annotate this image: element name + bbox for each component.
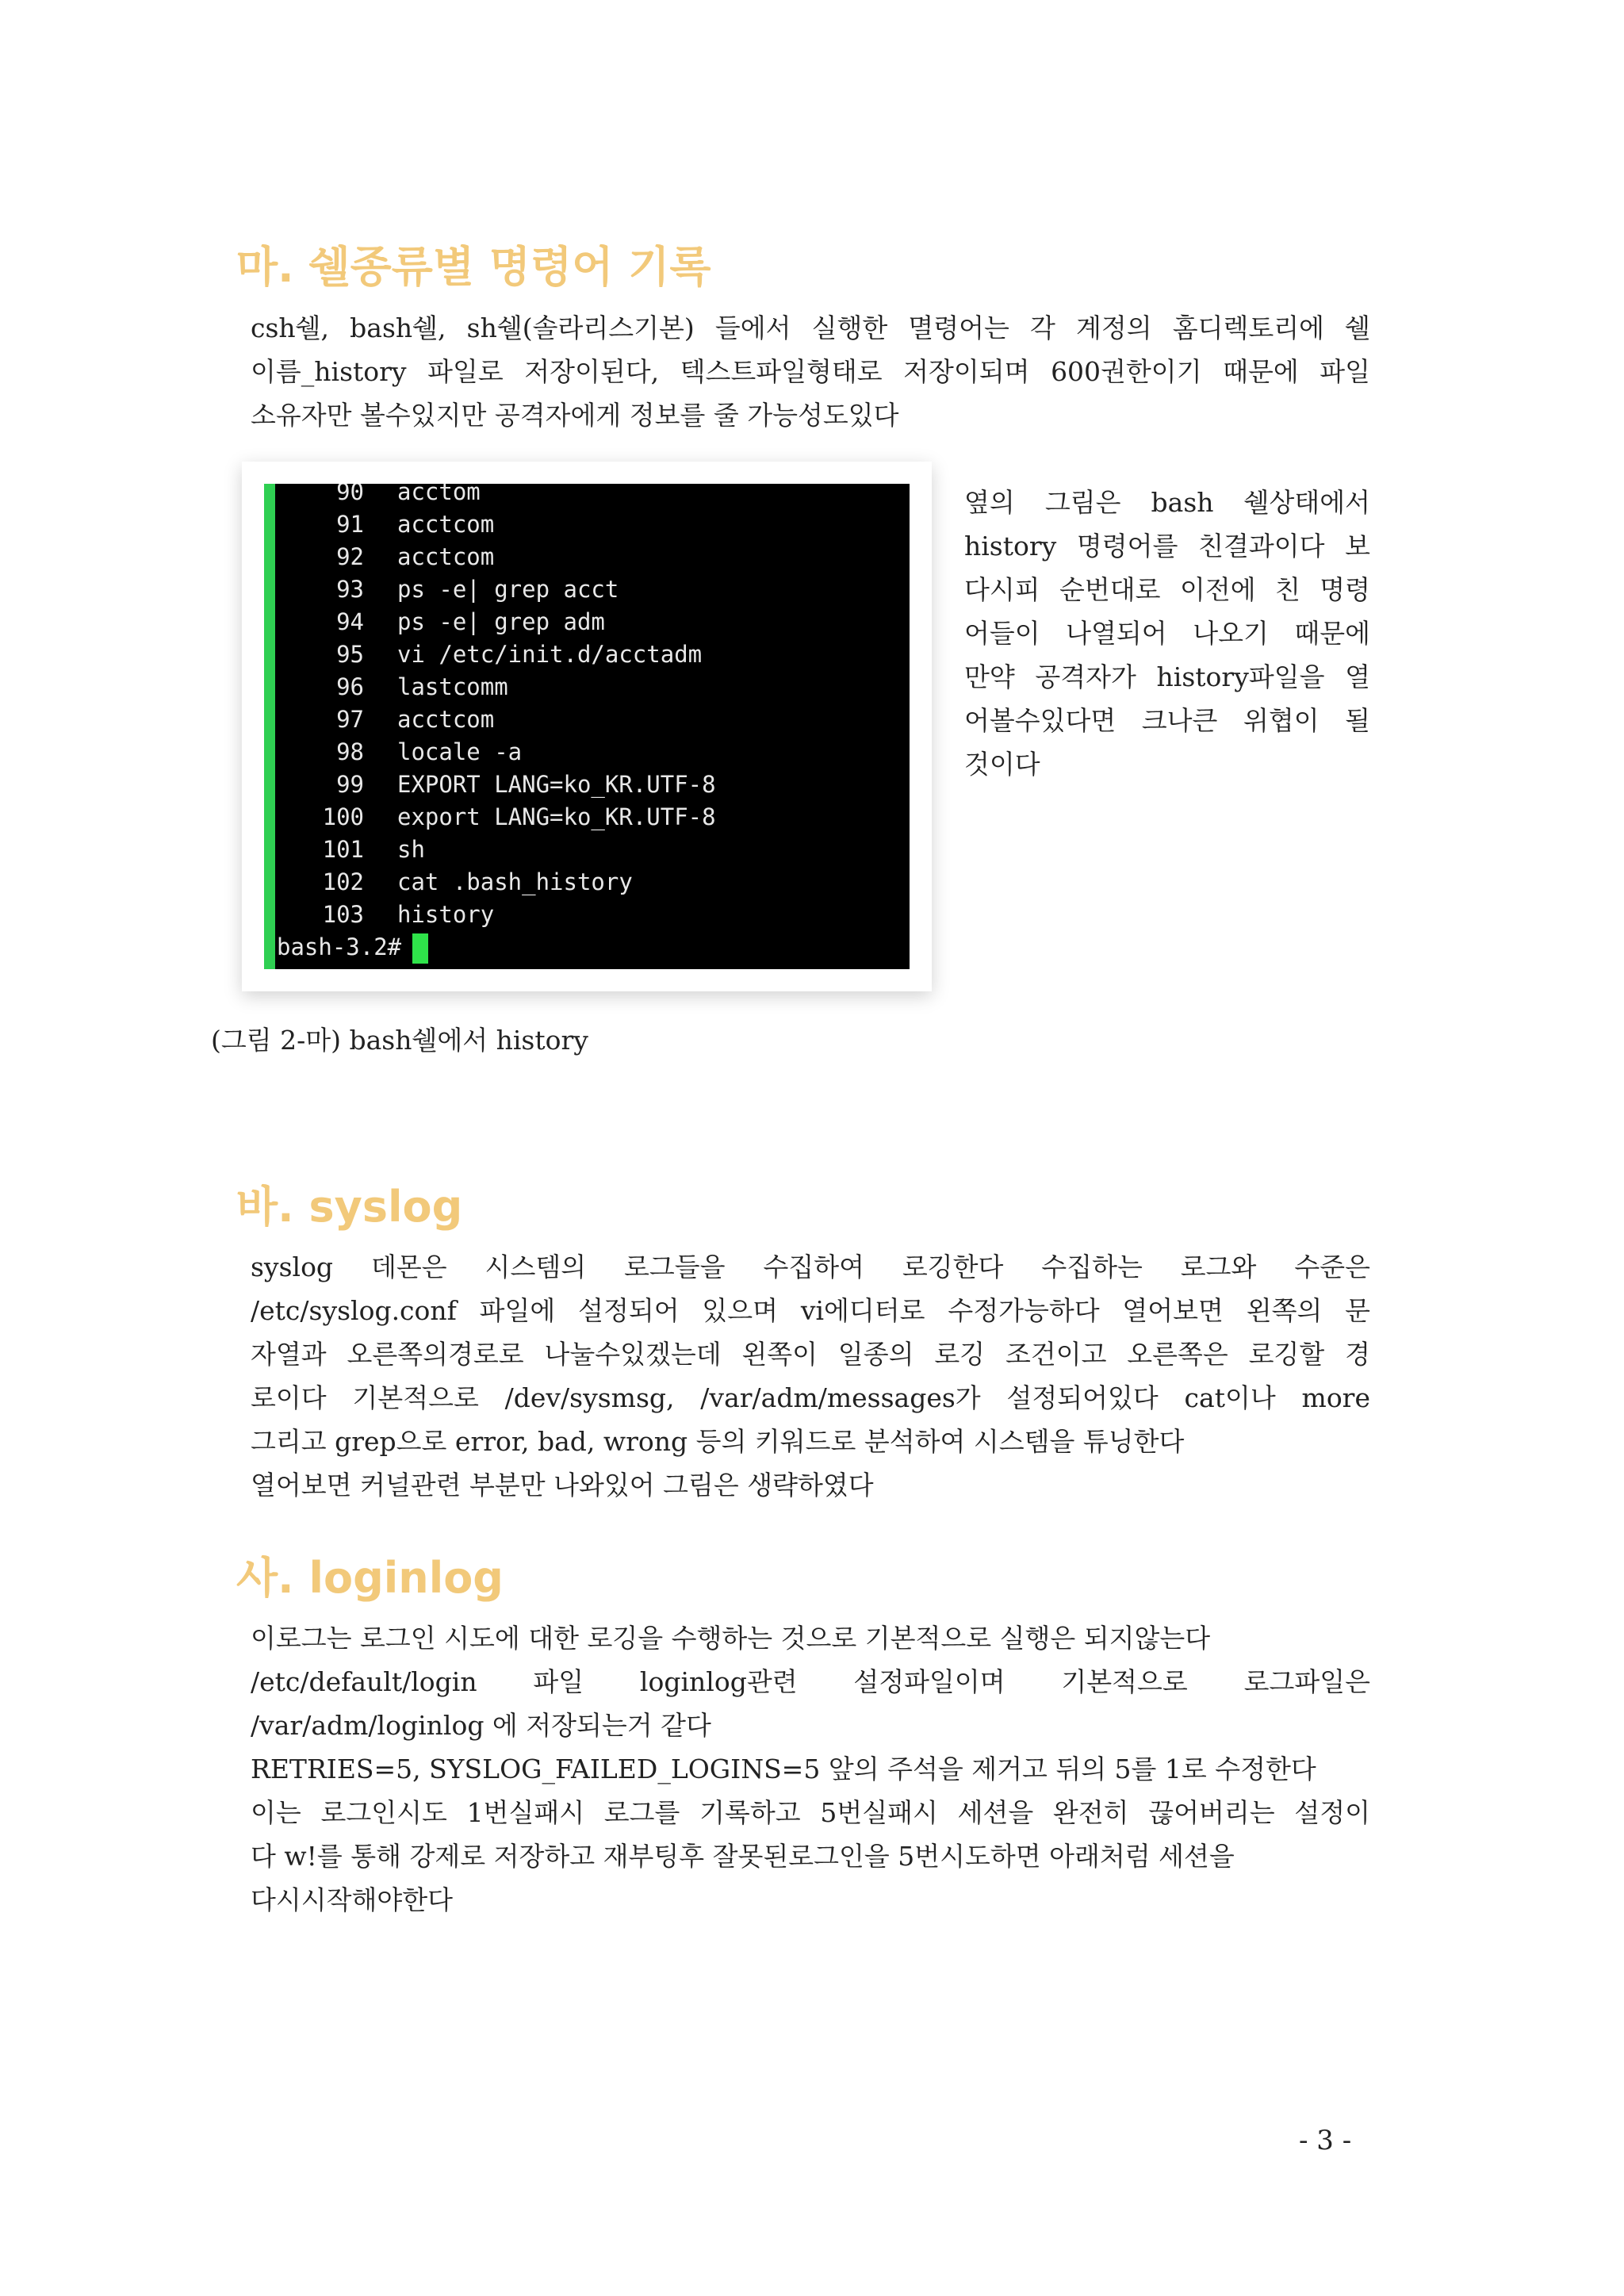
body-line: 다 w!를 통해 강제로 저장하고 재부팅후 잘못된로그인을 5번시도하면 아래처럼 세션을: [251, 1841, 1235, 1872]
body-line: /var/adm/loginlog 에 저장되는거 같다: [251, 1710, 711, 1741]
body-line: 이는 로그인시도 1번실패시 로그를 기록하고 5번실패시 세션을 완전히 끊어버리는 설정이: [251, 1797, 1370, 1828]
side-line: 옆의 그림은 bash 쉘상태에서: [964, 487, 1370, 518]
history-command: acctcom: [397, 511, 495, 538]
terminal-cursor: [412, 933, 428, 964]
section-body-ba: [251, 1245, 1370, 1507]
history-command: EXPORT LANG=ko_KR.UTF-8: [397, 771, 716, 798]
history-number: 103: [322, 901, 364, 928]
section-body-sa: [251, 1616, 1370, 1922]
side-line: 것이다: [964, 749, 1040, 780]
body-line: 다시시작해야한다: [251, 1884, 454, 1915]
terminal-row: [275, 801, 716, 834]
terminal-row: [275, 671, 508, 703]
section-heading-sa: 사. loginlog: [236, 1553, 504, 1603]
body-line: 자열과 오른쪽의경로로 나눌수있겠는데 왼쪽이 일종의 로깅 조건이고 오른쪽은 로깅할 경: [251, 1339, 1370, 1370]
body-line: 이로그는 로그인 시도에 대한 로깅을 수행하는 것으로 기본적으로 실행은 되지않는다: [251, 1623, 1211, 1654]
body-line: 열어보면 커널관련 부분만 나와있어 그림은 생략하였다: [251, 1470, 874, 1501]
terminal-row: [275, 769, 716, 801]
body-line: 그리고 grep으로 error, bad, wrong 등의 키워드로 분석하여 시스템을 튜닝한다: [251, 1426, 1185, 1457]
history-number: 101: [322, 836, 364, 863]
side-line: 만약 공격자가 history파일을 열: [964, 661, 1370, 692]
section-heading-ba: 바. syslog: [236, 1182, 463, 1232]
history-command: acctcom: [397, 706, 495, 733]
terminal-row: [275, 736, 522, 769]
history-number: 92: [336, 543, 364, 570]
history-number: 96: [336, 673, 364, 700]
figure-description: [964, 481, 1370, 786]
terminal-window: [264, 484, 910, 969]
side-line: 다시피 순번대로 이전에 친 명령: [964, 574, 1370, 605]
body-line: 이름_history 파일로 저장이된다, 텍스트파일형태로 저장이되며 600권한이기 때문에 파일: [251, 356, 1370, 387]
terminal-row: [275, 508, 494, 541]
history-command: vi /etc/init.d/acctadm: [397, 641, 703, 668]
side-line: history 명령어를 친결과이다 보: [964, 531, 1370, 562]
body-line: syslog 데몬은 시스템의 로그들을 수집하여 로깅한다 수집하는 로그와 수준은: [251, 1251, 1370, 1282]
history-command: ps -e| grep acct: [397, 576, 619, 603]
terminal-row: [275, 638, 702, 671]
body-line: /etc/syslog.conf 파일에 설정되어 있으며 vi에디터로 수정가능하다 열어보면 왼쪽의 문: [251, 1295, 1370, 1326]
history-screenshot-figure: [242, 462, 932, 991]
section-heading-ma: 마. 쉘종류별 명령어 기록: [236, 242, 711, 292]
side-line: 어볼수있다면 크나큰 위협이 될: [964, 705, 1370, 736]
shell-prompt: bash-3.2#: [277, 933, 402, 960]
terminal-prompt-row: [277, 931, 428, 964]
history-command: locale -a: [397, 738, 523, 765]
section-body-ma: [251, 306, 1370, 437]
body-line: 로이다 기본적으로 /dev/sysmsg, /var/adm/messages가 설정되어있다 cat이나 more: [251, 1382, 1370, 1413]
terminal-row: [275, 899, 494, 931]
figure-caption: (그림 2-마) bash쉘에서 history: [211, 1025, 588, 1056]
terminal-row: [275, 834, 425, 866]
history-number: 100: [322, 803, 364, 830]
body-line: csh쉘, bash쉘, sh쉘(솔라리스기본) 들에서 실행한 멸령어는 각 계정의 홈디렉토리에 쉘: [251, 312, 1370, 343]
history-command: acctcom: [397, 543, 495, 570]
history-command: cat .bash_history: [397, 868, 633, 895]
side-line: 어들이 나열되어 나오기 때문에: [964, 618, 1370, 649]
page-number: - 3 -: [1299, 2125, 1352, 2156]
terminal-row: [275, 541, 494, 573]
history-command: history: [397, 901, 495, 928]
history-command: acctom: [397, 484, 481, 505]
history-number: 97: [336, 706, 364, 733]
history-command: lastcomm: [397, 673, 508, 700]
terminal-row: [275, 703, 494, 736]
body-line: 소유자만 볼수있지만 공격자에게 정보를 줄 가능성도있다: [251, 400, 899, 431]
history-number: 95: [336, 641, 364, 668]
body-line: /etc/default/login 파일 loginlog관련 설정파일이며 기본적으로 로그파일은: [251, 1666, 1370, 1697]
history-number: 93: [336, 576, 364, 603]
terminal-row: [275, 606, 605, 638]
history-command: sh: [397, 836, 425, 863]
history-number: 98: [336, 738, 364, 765]
terminal-row: [275, 866, 633, 899]
history-number: 91: [336, 511, 364, 538]
history-number: 102: [322, 868, 364, 895]
history-command: export LANG=ko_KR.UTF-8: [397, 803, 716, 830]
history-command: ps -e| grep adm: [397, 608, 605, 635]
terminal-row: [275, 573, 619, 606]
body-line: RETRIES=5, SYSLOG_FAILED_LOGINS=5 앞의 주석을 제거고 뒤의 5를 1로 수정한다: [251, 1754, 1316, 1784]
terminal-row: [275, 484, 481, 508]
history-number: 99: [336, 771, 364, 798]
history-number: 90: [336, 484, 364, 505]
history-number: 94: [336, 608, 364, 635]
